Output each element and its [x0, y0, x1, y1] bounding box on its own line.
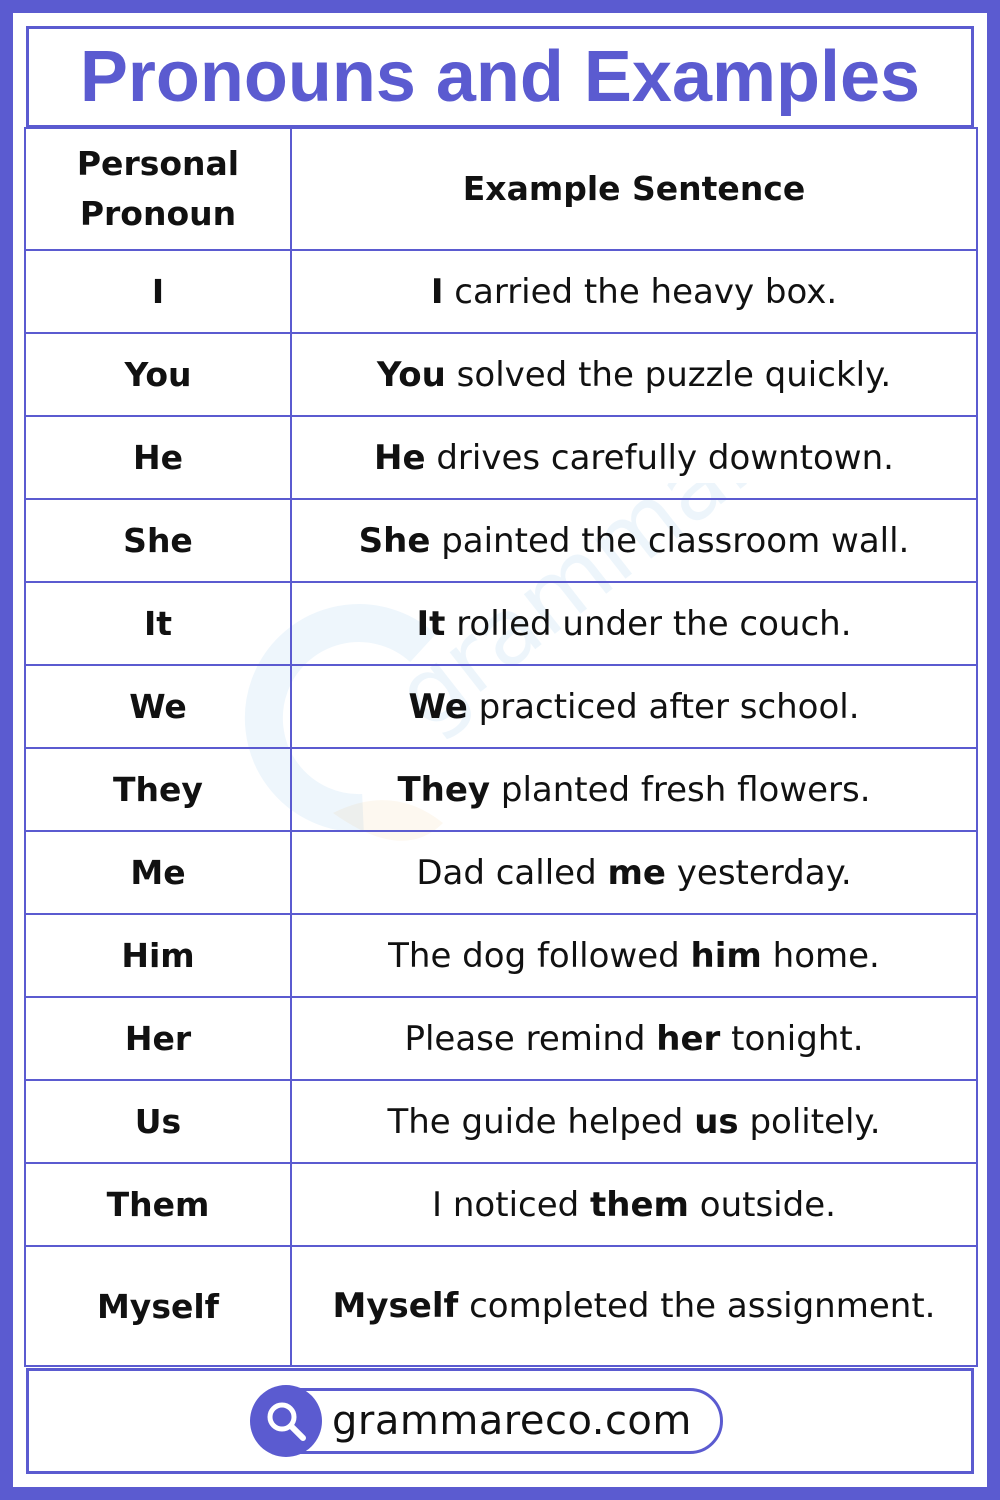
sentence-pronoun: Myself: [332, 1286, 459, 1326]
sentence-pronoun: You: [376, 354, 446, 395]
table-row: [25, 1246, 977, 1366]
pronoun-cell: Us: [25, 1080, 291, 1163]
example-sentence-cell: [291, 1080, 977, 1163]
example-sentence-cell: [291, 997, 977, 1080]
table-row: [25, 997, 977, 1080]
sentence-before: The dog followed: [388, 935, 691, 976]
example-sentence-cell: [291, 333, 977, 416]
sentence-pronoun: her: [656, 1018, 721, 1059]
header-col1-line1: Personal: [76, 144, 240, 183]
sentence-after: rolled under the couch.: [445, 603, 852, 644]
sentence-pronoun: It: [416, 603, 446, 644]
example-sentence-cell: [291, 748, 977, 831]
example-sentence-cell: [291, 582, 977, 665]
pronoun-cell: They: [25, 748, 291, 831]
sentence-after: drives carefully downtown.: [425, 437, 894, 478]
pronoun-cell: Her: [25, 997, 291, 1080]
table-row: [25, 499, 977, 582]
sentence-before: Please remind: [404, 1018, 657, 1059]
sentence-pronoun: them: [590, 1184, 689, 1225]
example-sentence-cell: [291, 416, 977, 499]
sentence-before: Dad called: [416, 852, 608, 893]
sentence-before: I noticed: [432, 1184, 591, 1225]
pronoun-cell: It: [25, 582, 291, 665]
sentence-pronoun: I: [430, 271, 444, 312]
table-row: [25, 333, 977, 416]
pronoun-cell: Myself: [25, 1246, 291, 1366]
header-col1-line2: Pronoun: [79, 194, 237, 233]
pronoun-table: [24, 127, 978, 1367]
table-row: [25, 665, 977, 748]
example-sentence-cell: [291, 665, 977, 748]
sentence-after: completed the assignment.: [458, 1286, 936, 1326]
table-header-row: [25, 128, 977, 250]
sentence-before: The guide helped: [387, 1101, 695, 1142]
table-row: [25, 914, 977, 997]
sentence-pronoun: She: [358, 520, 431, 561]
header-example-sentence: Example Sentence: [291, 128, 977, 250]
title-box: [26, 26, 974, 128]
footer: [26, 1368, 974, 1474]
table-row: [25, 748, 977, 831]
sentence-after: yesterday.: [665, 852, 852, 893]
example-sentence-cell: [291, 499, 977, 582]
sentence-pronoun: We: [408, 686, 468, 727]
pronoun-cell: Me: [25, 831, 291, 914]
watermark-text: grammareco: [375, 483, 833, 751]
sentence-pronoun: He: [374, 437, 426, 478]
page-title: Pronouns and Examples: [79, 37, 921, 117]
example-sentence-cell: [291, 250, 977, 333]
sentence-after: outside.: [688, 1184, 836, 1225]
pronoun-cell: I: [25, 250, 291, 333]
sentence-pronoun: They: [397, 769, 491, 810]
sentence-pronoun: me: [607, 852, 666, 893]
sentence-after: home.: [761, 935, 880, 976]
pronoun-cell: You: [25, 333, 291, 416]
sentence-pronoun: him: [690, 935, 762, 976]
table-row: [25, 250, 977, 333]
table-row: [25, 1163, 977, 1246]
example-sentence-cell: [291, 914, 977, 997]
pronoun-cell: Them: [25, 1163, 291, 1246]
search-icon: [250, 1385, 322, 1457]
sentence-after: solved the puzzle quickly.: [445, 354, 892, 395]
sentence-after: politely.: [738, 1101, 881, 1142]
sentence-after: practiced after school.: [467, 686, 860, 727]
example-sentence-cell: [291, 1163, 977, 1246]
header-personal-pronoun: [25, 128, 291, 250]
sentence-pronoun: us: [694, 1101, 739, 1142]
pronoun-cell: We: [25, 665, 291, 748]
example-sentence-cell: [291, 1246, 977, 1366]
sentence-after: planted fresh flowers.: [490, 769, 871, 810]
pronoun-cell: He: [25, 416, 291, 499]
table-row: [25, 1080, 977, 1163]
page-sheet: [13, 13, 987, 1487]
example-sentence-cell: [291, 831, 977, 914]
pronoun-cell: Him: [25, 914, 291, 997]
sentence-after: painted the classroom wall.: [430, 520, 910, 561]
site-url[interactable]: grammareco.com: [332, 1398, 692, 1444]
sentence-after: tonight.: [720, 1018, 864, 1059]
table-row: [25, 582, 977, 665]
site-link-pill[interactable]: [253, 1388, 723, 1454]
pronoun-cell: She: [25, 499, 291, 582]
sentence-after: carried the heavy box.: [443, 271, 838, 312]
table-row: [25, 416, 977, 499]
table-row: [25, 831, 977, 914]
